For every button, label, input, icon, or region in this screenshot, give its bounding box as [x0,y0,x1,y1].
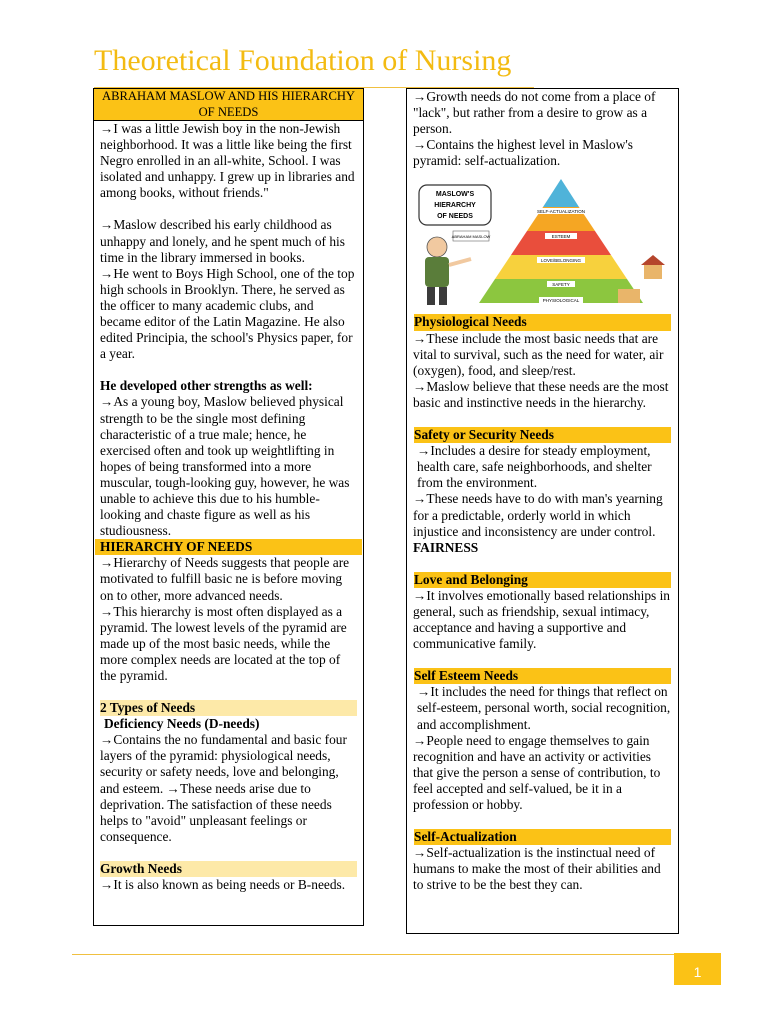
maslow-pyramid-illustration [413,175,673,310]
footer-divider [72,954,720,955]
left-column [93,88,364,926]
maslow-heading: ABRAHAM MASLOW AND HIS HIERARCHY OF NEEDS [94,89,363,121]
maslow-body [425,257,449,287]
esteem-heading: Self Esteem Needs [414,668,671,684]
love-heading: Love and Belonging [414,572,671,588]
level-label-1: SELF-ACTUALIZATION [537,209,585,215]
level-label-3: LOVE/BELONGING [540,258,582,264]
deficiency-heading: Deficiency Needs (D-needs) [104,716,260,732]
love-paragraph: →It involves emotionally based relationships in general, such as friendship, sexual intimacy, acceptance and having a supportive and communicative family. [413,587,670,652]
right-column [406,88,679,934]
types-heading: 2 Types of Needs [100,700,357,716]
growth-needs-paragraph: →Growth needs do not come from a place of "lack", but rather from a desire to grow as a person. [413,89,656,137]
highest-level-paragraph: →Contains the highest level in Maslow's pyramid: self-actualization. [413,137,633,169]
level-label-4: SAFETY [552,282,570,288]
actualization-paragraph: →Self-actualization is the instinctual need of humans to make the most of their abilities and to strive to be the best they can. [413,845,661,893]
strengths-heading: He developed other strengths as well: [100,378,313,394]
badge-line-2: HIERARCHY [434,202,476,210]
esteem-paragraph-2: →People need to engage themselves to gain recognition and have an activity or activities that give the person a sense of contribution, to feel accepted and self-valued, be it in a profession or hobby. [413,732,661,812]
safety-paragraph-2 [413,491,672,555]
level-self-actualization [543,179,579,207]
actualization-heading: Self-Actualization [414,829,671,845]
childhood-paragraph: →Maslow described his early childhood as unhappy and lonely, and he spent much of his time in the library immersed in books. [100,217,345,265]
fairness-label: FAIRNESS [413,539,479,555]
page-number: 1 [674,953,721,985]
hierarchy-paragraph-1: →Hierarchy of Needs suggests that people are motivated to fulfill basic ne is before moving on to other, more advanced needs. [100,555,350,603]
school-paragraph: →He went to Boys High School, one of the top high schools in Brooklyn. There, he served as the officer to many academic clubs, and became editor of the Latin Magazine. He also edited Principia, the school's Physics paper, for a year. [100,265,355,362]
safety-heading: Safety or Security Needs [414,427,671,443]
maslow-quote: →I was a little Jewish boy in the non-Jewish neighborhood. It was a little like being the first Negro enrolled in an all-white, School. I was isolated and unhappy. I grew up in libraries and among books, without friends." [100,121,355,201]
level-label-2: ESTEEM [551,234,571,240]
physiological-heading: Physiological Needs [414,314,671,330]
hierarchy-paragraph-2: →This hierarchy is most often displayed as a pyramid. The lowest levels of the pyramid are made up of the most basic needs, while the more complex needs are located at the top of the pyramid. [100,603,347,683]
page-title: Theoretical Foundation of Nursing [94,44,512,77]
hierarchy-heading: HIERARCHY OF NEEDS [95,539,362,555]
growth-heading: Growth Needs [100,861,357,877]
esteem-paragraph-1: →It includes the need for things that reflect on self-esteem, personal worth, social recognition, and accomplishment. [417,684,671,732]
safety-paragraph-1: →Includes a desire for steady employment, health care, safe neighborhoods, and shelter from the environment. [417,443,652,491]
safety-paragraph-2-text: →These needs have to do with man's yearning for a predictable, orderly world in which injustice and inconsistency are under control. [413,491,663,539]
strength-paragraph: →As a young boy, Maslow believed physical strength to be the single most defining characteristic of a true male; hence, he exercised often and took up weightlifting in hopes of being transformed into a more muscular, tough-looking guy, however, he was unable to achieve this due to his humble-looking and chaste figure as well as his studiousness. [100,394,350,539]
maslow-head [427,237,447,257]
growth-paragraph: →It is also known as being needs or B-needs. [100,877,346,893]
physiological-paragraph-2: →Maslow believe that these needs are the most basic and instinctive needs in the hierarchy. [413,378,669,410]
physiological-paragraph-1: →These include the most basic needs that are vital to survival, such as the need for water, air (oxygen), food, and sleep/rest. [413,330,664,378]
badge-line-3: OF NEEDS [437,213,473,221]
level-label-5: PHYSIOLOGICAL [542,298,580,304]
badge-line-1: MASLOW'S [435,191,475,199]
deficiency-paragraph: →Contains the no fundamental and basic four layers of the pyramid: physiological needs, security or safety needs, love and belonging, and esteem. →These needs arise due to deprivation. The satisfaction of these needs helps to "avoid" unpleasant feelings or consequence. [100,732,347,844]
nametag: ABRAHAM MASLOW [451,234,491,240]
